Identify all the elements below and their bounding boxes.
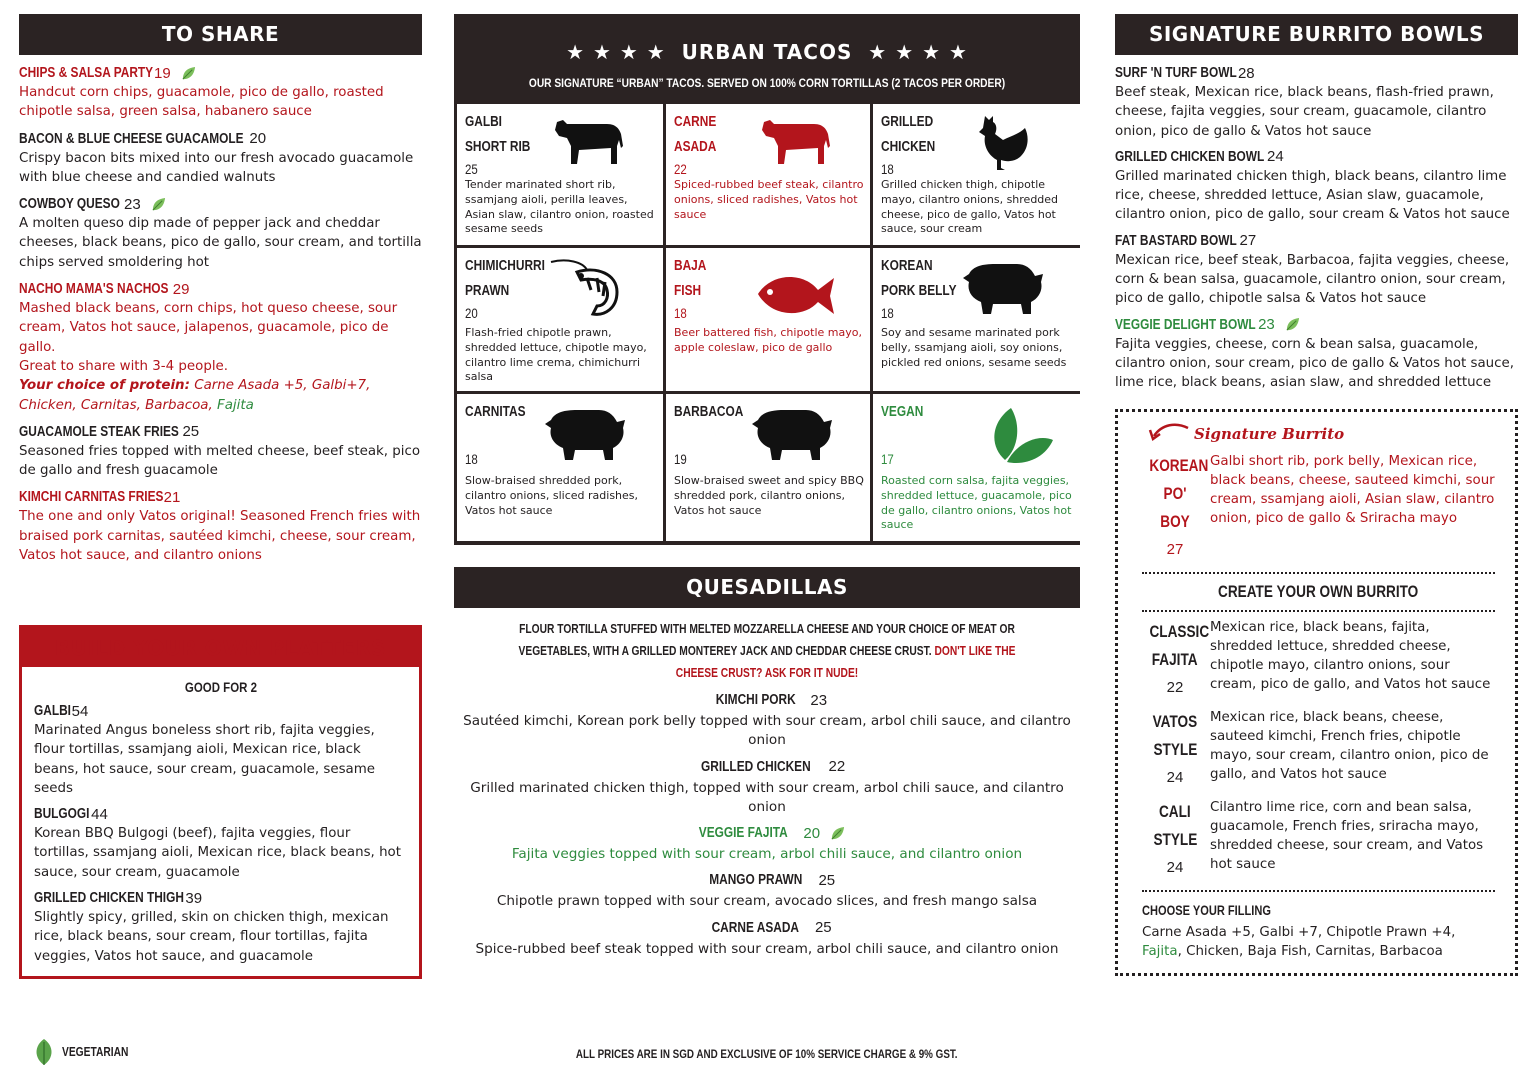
item-name: COWBOY QUESO [19,196,120,213]
taco-price: 22 [674,162,687,177]
item-price: 23 [810,691,828,709]
taco-desc: Tender marinated short rib, ssamjang aioli, perilla leaves, Asian slaw, cilantro onion, roasted sesame seeds [465,178,654,236]
to-share-item [19,487,422,565]
taco-name: KOREAN [881,258,933,274]
tacos-title [454,14,1080,62]
create-burrito-item [1142,708,1495,792]
left-column [19,14,422,964]
bowl-item [1115,315,1518,393]
fish-icon [754,270,838,320]
taco-name: BAJA [674,258,707,274]
curved-arrow-icon [1148,422,1190,446]
platters-header: BUILD YOUR OWN PLATTERS [19,625,422,667]
item-desc: Crispy bacon bits mixed into our fresh avocado guacamole with blue cheese and candied walnuts [19,150,414,185]
item-desc: Sautéed kimchi, Korean pork belly topped with sour cream, arbol chili sauce, and cilantro onion [463,713,1071,749]
signature-label: Signature Burrito [1142,422,1495,446]
bowl-item [1115,147,1518,225]
cow-icon [756,112,836,168]
taco-name: BARBACOA [674,404,744,420]
item-name: MANGO PRAWN [709,872,803,889]
item-name: GRILLED CHICKEN BOWL [1115,148,1265,165]
signature-burrito-row [1142,452,1495,564]
bowl-item [1115,231,1518,309]
item-name: VEGGIE DELIGHT BOWL [1115,316,1256,333]
taco-name: GALBI [465,114,502,130]
taco-name-line2: PORK BELLY [881,283,957,299]
taco-name: CARNITAS [465,404,526,420]
item-price: 44 [91,805,108,823]
burrito-name: CLASSIC FAJITA 22 [1149,621,1210,696]
taco-cell [457,394,663,541]
create-burrito-item [1142,798,1495,882]
platters-section [19,625,422,979]
to-share-item [19,129,422,188]
stars-right: ★ ★ ★ ★ [868,40,968,64]
quesadilla-item [454,821,1080,864]
burrito-desc: Cilantro lime rice, corn and bean salsa, guacamole, French fries, sriracha mayo, shredded cheese, sour cream, and Vatos hot sauce [1210,799,1484,873]
taco-name: CHIMICHURRI [465,258,545,274]
quesadilla-item [454,916,1080,959]
quesadilla-list [454,688,1080,959]
item-note: Great to share with 3-4 people. [19,358,229,374]
pig-icon [543,406,627,462]
create-burrito-title: CREATE YOUR OWN BURRITO [1218,581,1419,601]
taco-price: 19 [674,452,687,467]
taco-desc: Beer battered fish, chipotle mayo, apple coleslaw, pico de gallo [674,326,862,354]
divider [1142,572,1495,574]
item-price: 54 [71,702,89,720]
item-price: 28 [1237,64,1255,82]
quesadillas-intro-red: DON'T LIKE THE CHEESE CRUST? ASK FOR IT NUDE! [675,644,1016,680]
quesadillas-section [454,567,1080,959]
platter-list [34,701,407,966]
quesadilla-item [454,755,1080,818]
platter-item [34,701,407,798]
quesadillas-header: QUESADILLAS [454,567,1080,608]
taco-price: 18 [674,306,687,321]
item-name: GRILLED CHICKEN THIGH [34,890,184,907]
signature-burrito-desc: Galbi short rib, pork belly, Mexican rice, black beans, cheese, sauteed kimchi, sour cream, ssamjang aioli, Asian slaw, cilantro onion, pico de gallo & Sriracha mayo [1210,453,1495,527]
item-price: 20 [249,130,267,148]
item-price: 20 [803,824,821,842]
item-desc: The one and only Vatos original! Seasoned French fries with braised pork carnitas, sautéed kimchi, cheese, sour cream, Vatos hot sauce, and cilantro onions [19,509,421,564]
divider [1142,890,1495,892]
bowls-header: SIGNATURE BURRITO BOWLS [1115,14,1518,55]
vegetarian-leaf-icon [1285,317,1300,332]
item-name: VEGGIE FAJITA [698,825,788,842]
item-price: 29 [172,280,190,298]
leaf-icon [32,1038,56,1066]
item-price: 21 [163,488,181,506]
quesadillas-intro: FLOUR TORTILLA STUFFED WITH MELTED MOZZARELLA CHEESE AND YOUR CHOICE OF MEAT OR VEGETABLES, WITH A GRILLED MONTEREY JACK AND CHEDDAR CHEESE CRUST. DON'T LIKE THE CHEESE CRUST? ASK FOR IT NUDE! [518,622,1016,680]
item-desc: Beef steak, Mexican rice, black beans, flash-fried prawn, cheese, fajita veggies, sour cream, guacamole, cilantro onion, pico de gallo & Vatos hot sauce [1115,85,1494,139]
item-price: 22 [828,758,846,776]
item-desc: Slightly spicy, grilled, skin on chicken thigh, mexican rice, black beans, sour cream, flour tortillas, fajita veggies, Vatos hot sauce, and guacamole [34,910,389,964]
taco-name: CARNE [674,114,717,130]
item-desc: Mashed black beans, corn chips, hot queso cheese, sour cream, Vatos hot sauce, jalapenos, guacamole, pico de gallo. [19,301,398,355]
item-desc: A molten queso dip made of pepper jack and cheddar cheeses, black beans, pico de gallo, sour cream, and tortilla chips served smoldering hot [19,216,422,270]
chicken-icon [973,112,1033,174]
footer-note: ALL PRICES ARE IN SGD AND EXCLUSIVE OF 10% SERVICE CHARGE & 9% GST. [576,1047,958,1061]
middle-column [454,14,1080,957]
item-price: 27 [1239,232,1257,250]
item-desc: Chipotle prawn topped with sour cream, avocado slices, and fresh mango salsa [496,893,1038,910]
taco-cell [666,104,870,245]
pig-icon [961,260,1045,316]
item-price: 25 [818,871,836,889]
taco-price: 18 [881,306,894,321]
platters-box [19,667,422,979]
taco-cell [873,104,1081,245]
item-desc: Seasoned fries topped with melted cheese, beef steak, pico de gallo and fresh guacamole [19,443,421,479]
taco-desc: Flash-fried chipotle prawn, shredded lettuce, chipotle mayo, cilantro lime crema, chimichurri salsa [465,326,647,384]
taco-name-line2: FISH [674,283,702,299]
taco-cell [873,394,1081,541]
item-name: KIMCHI CARNITAS FRIES [19,489,164,506]
taco-cell [873,248,1081,391]
burrito-desc: Mexican rice, black beans, fajita, shredded lettuce, shredded cheese, chipotle mayo, cilantro onions, sour cream, pico de gallo, and Vatos hot sauce [1210,619,1491,693]
divider [1142,610,1495,612]
taco-cell [457,248,663,391]
cow-icon [549,112,629,168]
filling-options: Carne Asada +5, Galbi +7, Chipotle Prawn +4, Fajita, Chicken, Baja Fish, Carnitas, Barbacoa [1142,924,1456,959]
taco-grid [454,104,1080,541]
right-column [1115,14,1518,976]
taco-desc: Spiced-rubbed beef steak, cilantro onions, sliced radishes, Vatos hot sauce [674,178,864,221]
item-price: 19 [154,64,171,82]
taco-name-line2: ASADA [674,139,717,155]
item-name: GRILLED CHICKEN [700,758,811,775]
item-desc: Marinated Angus boneless short rib, fajita veggies, flour tortillas, ssamjang aioli, Mexican rice, black beans, hot sauce, sour cream, guacamole, sesame seeds [34,723,376,796]
taco-desc: Grilled chicken thigh, chipotle mayo, cilantro onions, shredded cheese, pico de gallo, Vatos hot sauce, sour cream [881,178,1059,236]
create-burrito-item [1142,618,1495,702]
burrito-name: VATOS STYLE 24 [1152,711,1198,786]
item-name: CHIPS & SALSA PARTY [19,65,154,81]
item-desc: Fajita veggies topped with sour cream, arbol chili sauce, and cilantro onion [511,846,1023,863]
tacos-heading: URBAN TACOS [681,40,853,64]
taco-desc: Soy and sesame marinated pork belly, ssamjang aioli, soy onions, pickled red onions, sesame seeds [881,326,1067,369]
item-price: 25 [182,423,200,441]
item-price: 39 [185,889,203,907]
protein-choice: Your choice of protein: Carne Asada +5, Galbi+7, Chicken, Carnitas, Barbacoa, Fajita [19,378,371,413]
burrito-name: CALI STYLE 24 [1153,801,1197,876]
platters-subtitle: GOOD FOR 2 [184,679,257,695]
to-share-header: TO SHARE [19,14,422,55]
quesadilla-item [454,868,1080,911]
vegetarian-leaf-icon [830,826,845,841]
signature-burrito-name: KOREAN PO' BOY 27 [1149,455,1209,558]
item-desc: Mexican rice, beef steak, Barbacoa, fajita veggies, cheese, corn & bean salsa, guacamole, cilantro onion, sour cream, pico de gallo, chipotle salsa & Vatos hot sauce [1115,252,1510,307]
taco-price: 25 [465,162,478,177]
taco-cell [457,104,663,245]
item-name: GALBI [34,703,71,719]
taco-cell [666,394,870,541]
taco-cell [666,248,870,391]
stars-left: ★ ★ ★ ★ [566,40,666,64]
item-desc: Grilled marinated chicken thigh, topped with sour cream, arbol chili sauce, and cilantro onion [470,779,1064,815]
item-price: 24 [1267,148,1284,166]
bowl-item [1115,63,1518,141]
to-share-item [19,194,422,272]
to-share-list [19,63,422,565]
bowl-list [1115,63,1518,393]
taco-desc: Slow-braised shredded pork, cilantro onions, sliced radishes, Vatos hot sauce [465,474,639,517]
taco-price: 18 [881,162,894,177]
burrito-desc: Mexican rice, black beans, cheese, sauteed kimchi, French fries, chipotle mayo, sour cream, cilantro onion, pico de gallo, and Vatos hot sauce [1210,709,1489,783]
item-price: 23 [1258,316,1275,334]
taco-desc: Slow-braised sweet and spicy BBQ shredded pork, cilantro onions, Vatos hot sauce [674,474,864,517]
to-share-item [19,63,422,122]
taco-name: VEGAN [881,404,924,420]
taco-price: 18 [465,452,478,467]
taco-price: 17 [881,452,894,467]
item-price: 25 [814,919,832,937]
taco-name-line2: SHORT RIB [465,139,531,155]
taco-name: GRILLED [881,114,934,130]
create-burrito-list [1142,618,1495,882]
quesadilla-item [454,688,1080,751]
vegetarian-leaf-icon [151,197,166,212]
vegetarian-legend: VEGETARIAN [32,1038,143,1066]
prawn-icon [547,256,627,320]
taco-desc: Roasted corn salsa, fajita veggies, shredded lettuce, guacamole, pico de gallo, cilantro onions, Vatos hot sauce [881,474,1072,532]
item-name: KIMCHI PORK [715,692,796,708]
taco-name-line2: PRAWN [465,283,510,299]
item-desc: Grilled marinated chicken thigh, black beans, cilantro lime rice, cheese, shredded lettuce, Asian slaw, guacamole, cilantro onion, pico de gallo, sour cream & Vatos hot sauce [1115,168,1510,223]
leaf-icon [985,402,1055,468]
item-name: CARNE ASADA [711,919,800,936]
item-desc: Fajita veggies, cheese, corn & bean salsa, guacamole, cilantro onion, sour cream, pico de gallo & Vatos hot sauce, lime rice, black beans, asian slaw, and shredded lettuce [1115,336,1515,391]
pig-icon [750,406,834,462]
to-share-item [19,422,422,481]
taco-price: 20 [465,306,478,321]
tacos-subtitle: OUR SIGNATURE “URBAN” TACOS. SERVED ON 100% CORN TORTILLAS (2 TACOS PER ORDER) [528,76,1006,90]
item-name: FAT BASTARD BOWL [1115,232,1237,249]
vegetarian-leaf-icon [181,66,196,81]
item-desc: Handcut corn chips, guacamole, pico de gallo, roasted chipotle salsa, green salsa, habanero sauce [19,85,384,120]
to-share-item [19,279,422,415]
burrito-box [1115,409,1518,977]
item-price: 23 [124,195,141,213]
platter-item [34,804,407,882]
filling-title: CHOOSE YOUR FILLING [1142,902,1271,918]
tacos-section [454,14,1080,545]
item-name: GUACAMOLE STEAK FRIES [19,423,179,440]
item-desc: Korean BBQ Bulgogi (beef), fajita veggies, flour tortillas, ssamjang aioli, Mexican rice, black beans, hot sauce, sour cream, guacamole [34,826,402,880]
item-name: BULGOGI [34,806,90,823]
item-name: NACHO MAMA'S NACHOS [19,281,169,298]
item-name: SURF 'N TURF BOWL [1115,65,1237,81]
item-name: BACON & BLUE CHEESE GUACAMOLE [19,130,244,147]
taco-name-line2: CHICKEN [881,139,936,155]
item-desc: Spice-rubbed beef steak topped with sour cream, arbol chili sauce, and cilantro onion [475,940,1059,957]
platter-item [34,888,407,966]
